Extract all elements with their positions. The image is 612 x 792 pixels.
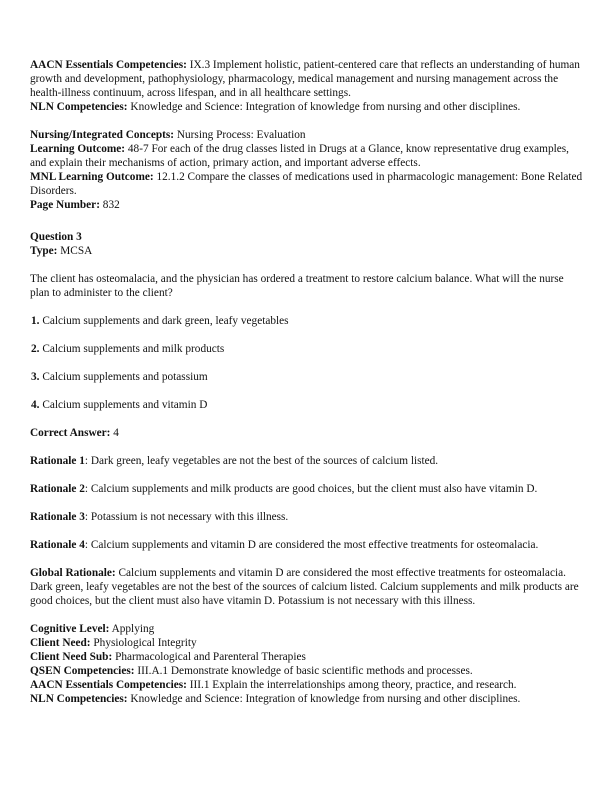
option-text: Calcium supplements and vitamin D — [42, 399, 208, 411]
aacn-competencies-2 — [30, 678, 583, 692]
option-number: 1. — [31, 315, 40, 327]
field-value: Calcium supplements and vitamin D are considered the most effective treatments for osteomalacia. Dark green, leafy vegetables are not the best of the sources of calcium listed. Calcium supplements and milk products are good choices, but the client must also have vitamin D. Potassium is not necessary with this illness. — [30, 567, 579, 607]
field-label: NLN Competencies: — [30, 101, 128, 113]
field-value: MCSA — [60, 245, 93, 257]
aacn-competencies — [30, 58, 583, 100]
field-label: Client Need: — [30, 637, 91, 649]
field-value: III.A.1 Demonstrate knowledge of basic scientific methods and processes. — [137, 665, 473, 677]
option-4 — [30, 398, 583, 412]
field-label: Cognitive Level: — [30, 623, 110, 635]
top-block — [30, 58, 583, 114]
field-value: IX.3 Implement holistic, patient-centered care that reflects an understanding of human growth and development, pathophysiology, pharmacology, medical management and nursing management across the health-illness continuum, across lifespan, and in all healthcare settings. — [30, 59, 580, 99]
field-label: Client Need Sub: — [30, 651, 113, 663]
field-label: Nursing/Integrated Concepts: — [30, 129, 175, 141]
meta-block — [30, 128, 583, 212]
field-label: Type: — [30, 245, 58, 257]
option-text: Calcium supplements and potassium — [42, 371, 208, 383]
rationale-3 — [30, 510, 583, 524]
option-2 — [30, 342, 583, 356]
option-text: Calcium supplements and dark green, leafy vegetables — [42, 315, 289, 327]
field-label: Global Rationale: — [30, 567, 116, 579]
rationale-2 — [30, 482, 583, 496]
field-value: Applying — [111, 623, 155, 635]
field-label: QSEN Competencies: — [30, 665, 135, 677]
option-3 — [30, 370, 583, 384]
field-label: Rationale 3 — [30, 511, 85, 523]
rationale-4 — [30, 538, 583, 552]
question-type — [30, 244, 583, 258]
field-label: Correct Answer: — [30, 427, 111, 439]
correct-answer — [30, 426, 583, 440]
question-title-text: Question 3 — [30, 231, 82, 243]
nln-competencies — [30, 100, 583, 114]
field-label: AACN Essentials Competencies: — [30, 679, 187, 691]
document-page — [30, 58, 583, 706]
field-value: : Calcium supplements and milk products are good choices, but the client must also have vitamin D. — [84, 483, 538, 495]
learning-outcome — [30, 142, 583, 170]
field-value: Physiological Integrity — [93, 637, 197, 649]
client-need — [30, 636, 583, 650]
option-number: 4. — [31, 399, 40, 411]
mnl-learning-outcome — [30, 170, 583, 198]
cognitive-level — [30, 622, 583, 636]
option-number: 2. — [31, 343, 40, 355]
nursing-concepts — [30, 128, 583, 142]
page-number — [30, 198, 583, 212]
field-label: Rationale 1 — [30, 455, 85, 467]
field-label: Rationale 4 — [30, 539, 85, 551]
option-text: Calcium supplements and milk products — [42, 343, 225, 355]
field-value: Knowledge and Science: Integration of knowledge from nursing and other disciplines. — [130, 693, 521, 705]
field-value: III.1 Explain the interrelationships among theory, practice, and research. — [189, 679, 517, 691]
option-number: 3. — [31, 371, 40, 383]
rationale-1 — [30, 454, 583, 468]
field-value: 4 — [113, 427, 119, 439]
field-value: Pharmacological and Parenteral Therapies — [115, 651, 306, 663]
field-label: Page Number: — [30, 199, 100, 211]
field-label: NLN Competencies: — [30, 693, 128, 705]
field-value: 832 — [102, 199, 120, 211]
field-value: Knowledge and Science: Integration of knowledge from nursing and other disciplines. — [130, 101, 521, 113]
field-value: Nursing Process: Evaluation — [176, 129, 306, 141]
question-block — [30, 230, 583, 608]
client-need-sub — [30, 650, 583, 664]
bottom-block — [30, 622, 583, 706]
field-label: MNL Learning Outcome: — [30, 171, 154, 183]
question-stem: The client has osteomalacia, and the physician has ordered a treatment to restore calcium balance. What will the nurse plan to administer to the client? — [30, 273, 564, 299]
qsen-competencies — [30, 664, 583, 678]
field-value: : Dark green, leafy vegetables are not the best of the sources of calcium listed. — [84, 455, 439, 467]
field-label: Rationale 2 — [30, 483, 85, 495]
field-value: : Calcium supplements and vitamin D are considered the most effective treatments for osteomalacia. — [84, 539, 539, 551]
question-title — [30, 230, 583, 244]
global-rationale — [30, 566, 583, 608]
nln-competencies-2 — [30, 692, 583, 706]
field-value: 12.1.2 Compare the classes of medications used in pharmacologic management: Bone Related Disorders. — [30, 171, 583, 197]
field-label: Learning Outcome: — [30, 143, 126, 155]
field-value: : Potassium is not necessary with this illness. — [84, 511, 289, 523]
field-value: 48-7 For each of the drug classes listed in Drugs at a Glance, know representative drug examples, and explain their mechanisms of action, primary action, and important adverse effects. — [30, 143, 569, 169]
option-1 — [30, 314, 583, 328]
field-label: AACN Essentials Competencies: — [30, 59, 187, 71]
